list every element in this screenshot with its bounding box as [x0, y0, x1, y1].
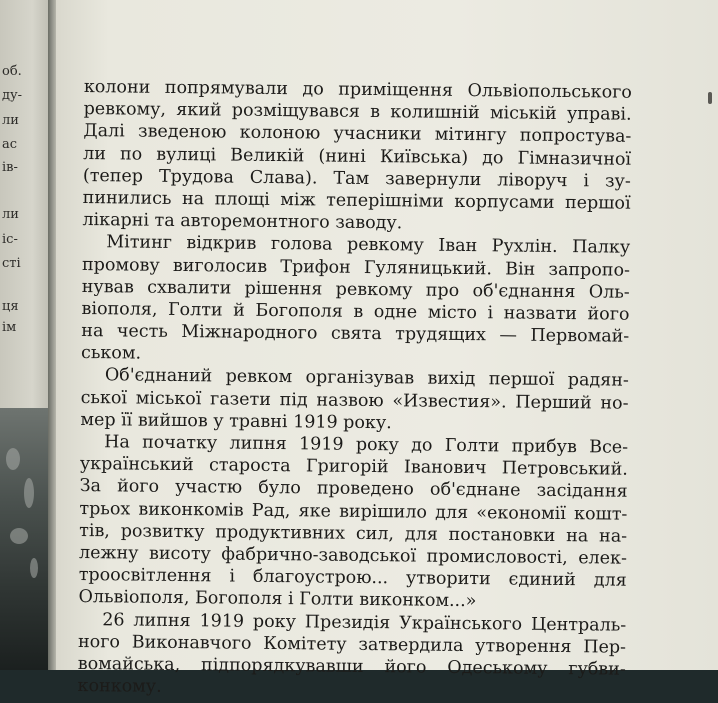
text-line: нував схвалити рішення ревкому про об'єднання Оль- — [81, 276, 630, 303]
text-line: Ольвіополя, Богополя і Голти виконком...» — [78, 587, 477, 612]
left-page-fragment: ів- — [2, 160, 18, 175]
text-line: За його участю було проведено об'єднане засідання — [79, 476, 628, 503]
left-page — [0, 0, 54, 670]
left-page-fragment: ім — [2, 320, 17, 335]
text-line: конкому. — [77, 676, 162, 697]
text-line: 26 липня 1919 року Президія Українського Централь- — [102, 609, 627, 636]
text-line: На початку липня 1919 року до Голти прибув Все- — [104, 432, 629, 458]
book-page — [56, 0, 718, 697]
text-line: ськом. — [80, 343, 142, 364]
text-line: промову виголосив Трифон Гуляницький. Він запропо- — [81, 254, 631, 281]
text-line: Мітинг відкрив голова ревкому Іван Рухлін. Палку — [106, 232, 631, 259]
text-line: ного Виконавчого Комітету затвердила утворення Пер- — [77, 631, 627, 658]
text-line: лікарні та авторемонтного заводу. — [82, 210, 403, 234]
text-line: віополя, Голти й Богополя в одне місто і назвати його — [81, 298, 630, 325]
left-page-fragment: іс- — [2, 232, 18, 247]
left-page-fragment: ця — [2, 299, 19, 314]
left-page-photo — [0, 408, 48, 670]
text-line: пинились на площі між теперішніми корпусами першої — [82, 187, 631, 214]
left-page-fragment: ли — [2, 113, 19, 128]
left-page-fragment: ас — [2, 137, 18, 152]
text-line: український староста Григорій Іванович Петровський. — [79, 454, 628, 480]
text-line: на честь Міжнародного свята трудящих — Первомай- — [81, 321, 630, 347]
left-page-fragment: сті — [2, 256, 21, 271]
left-page-fragment: ду- — [2, 88, 23, 103]
page-blot — [708, 92, 712, 104]
text-line: тів, розвитку продуктивних сил, для постановки на на- — [79, 520, 628, 547]
text-line: ревкому, який розміщувався в колишній міській управі. — [83, 99, 632, 125]
text-line: Далі зведеною колоною учасники мітингу попростува- — [83, 121, 632, 148]
text-line: мер її вийшов у травні 1919 року. — [80, 409, 392, 434]
text-line: лежну висоту фабрично-заводської промисловості, елек- — [78, 542, 628, 569]
left-page-fragment: об. — [2, 64, 22, 79]
page-text — [77, 76, 631, 703]
text-line: троосвітлення і благоустрою... утворити єдиний для — [78, 565, 627, 591]
text-line: (тепер Трудова Слава). Там завернули ліворуч і зу- — [82, 165, 631, 192]
text-line: трьох виконкомів Рад, яке вирішило для «економії кошт- — [79, 498, 628, 525]
text-line: колони попрямували до приміщення Ольвіопольського — [83, 76, 632, 103]
text-line: ської міської газети під назвою «Известия». Перший но- — [80, 387, 629, 414]
text-line: ли по вулиці Великій (нині Київська) до Гімназичної — [83, 143, 632, 170]
left-page-fragment: ли — [2, 207, 19, 222]
text-line: вомайська, підпорядкувавши його Одеському губви- — [77, 653, 626, 680]
text-line: Об'єднаний ревком організував вихід першої радян- — [104, 365, 629, 392]
